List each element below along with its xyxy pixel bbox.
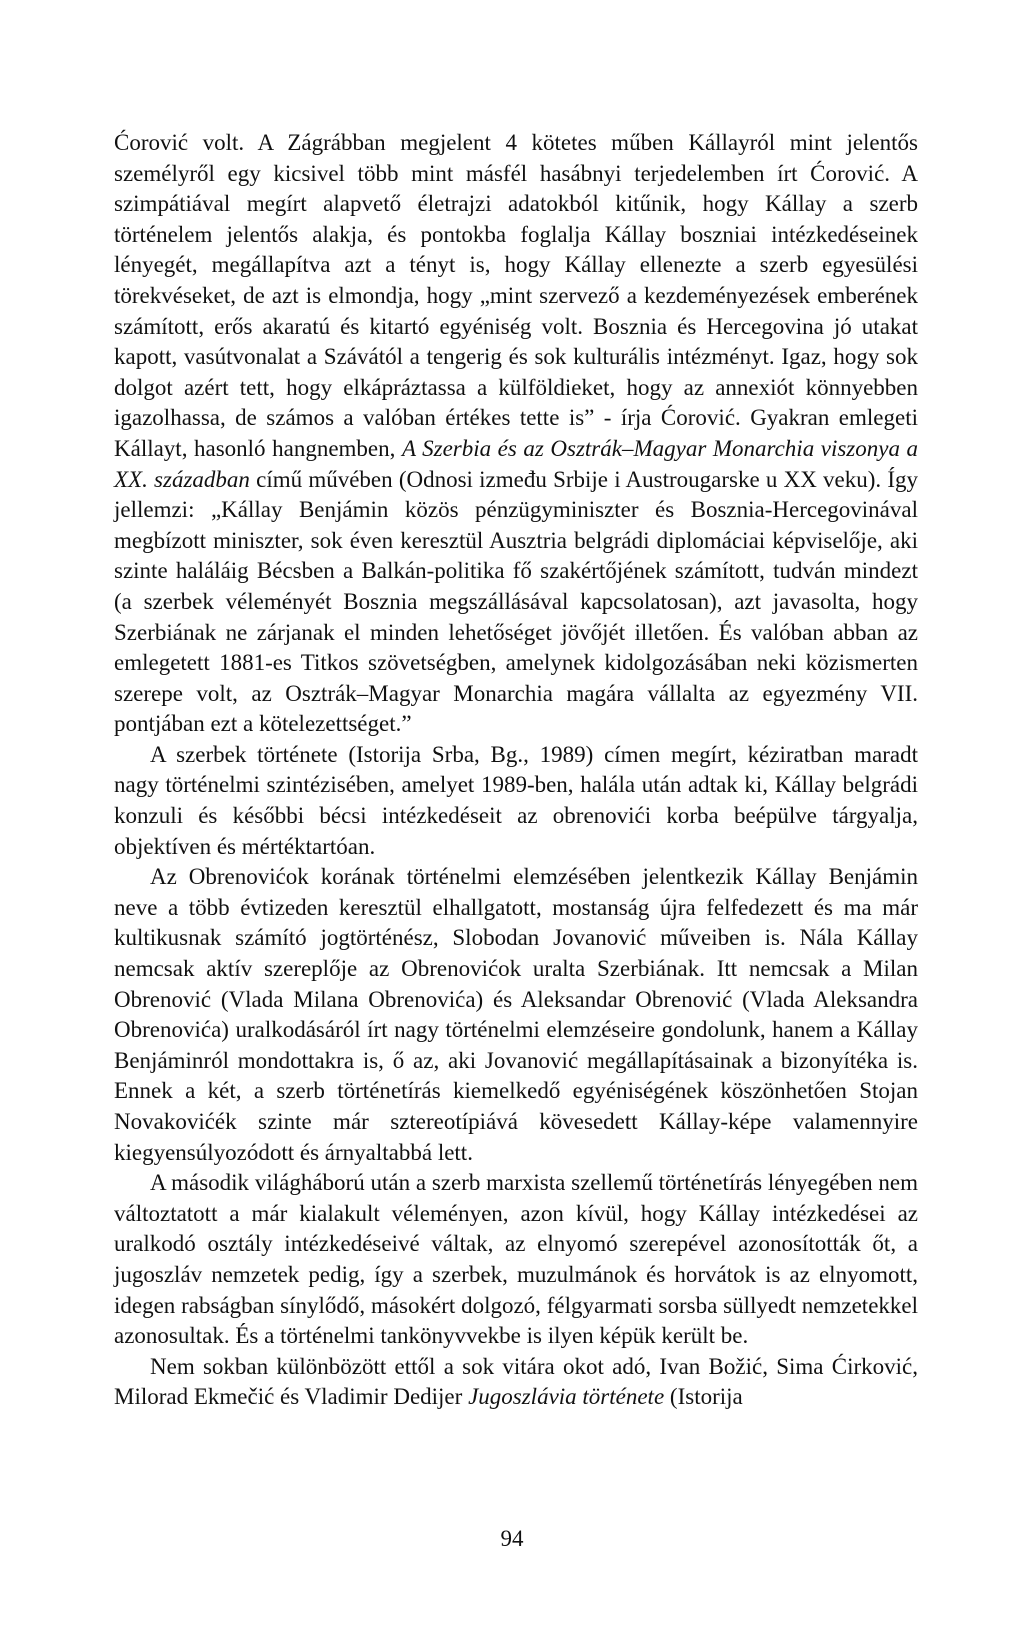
paragraph-3-text: Az Obrenovićok korának történelmi elemzésében jelentkezik Kállay Benjámin neve a több évtizeden keresztül elhallgatott, mostanság újra felfedezett és ma már kultikusnak számító jogtörténész, Slobodan Jovanović műveiben is. Nála Kállay nemcsak aktív szereplője az Obrenovićok uralta Szerbiának. Itt nemcsak a Milan Obrenović (Vlada Milana Obrenovića) és Aleksandar Obrenović (Vlada Aleksandra Obrenovića) uralkodásáról írt nagy történelmi elemzéseire gondolunk, hanem a Kállay Benjáminról mondottakra is, ő az, aki Jovanović megállapításainak a bizonyítéka is. Ennek a két, a szerb történetírás kiemelkedő egyéniségének köszönhetően Stojan Novakovićék szinte már sztereotípiává kövesedett Kállay-képe valamennyire kiegyensúlyozódott és árnyaltabbá lett.	[114, 864, 918, 1165]
paragraph-1-text-b: című művében (Odnosi između Srbije i Austrougarske u XX veku). Így jellemzi: „Kállay Benjámin közös pénzügyminiszter és Bosznia-Hercegovinával megbízott miniszter, sok éven keresztül Ausztria belgrádi diplomáciai képviselője, aki szinte haláláig Bécsben a Balkán-politika fő szakértőjének számított, tudván mindezt (a szerbek véleményét Bosznia megszállásával kapcsolatosan), azt javasolta, hogy Szerbiának ne zárjanak el minden lehetőséget jövőjét illetően. És valóban abban az emlegetett 1881-es Titkos szövetségben, amelynek kidolgozásában neki közismerten szerepe volt, az Osztrák–Magyar Monarchia magára vállalta az egyezmény VII. pontjában ezt a kötelezettséget.”	[114, 466, 919, 737]
paragraph-2-text: A szerbek története (Istorija Srba, Bg., 1989) címen megírt, kéziratban maradt nagy történelmi szintézisében, amelyet 1989-ben, halála után adtak ki, Kállay belgrádi konzuli és későbbi bécsi intézkedéseit az obrenovići korba beépülve tárgyalja, objektíven és mértéktartóan.	[114, 741, 918, 859]
paragraph-4-text: A második világháború után a szerb marxista szellemű történetírás lényegében nem változtatott a már kialakult véleményen, azon kívül, hogy Kállay intézkedései az uralkodó osztály intézkedéseivé váltak, az elnyomó szerepével azonosították őt, a jugoszláv nemzetek pedig, így a szerbek, muzulmánok és horvátok is az elnyomott, idegen rabságban sínylődő, másokért dolgozó, félgyarmati sorsba süllyedt nemzetekkel azonosultak. És a történelmi tankönyvvekbe is ilyen képük került be.	[114, 1170, 918, 1349]
paragraph-1-text-a: Ćorović volt. A Zágrábban megjelent 4 kötetes műben Kállayról mint jelentős személyről egy kicsivel több mint másfél hasábnyi terjedelemben írt Ćorović. A szimpátiával megírt alapvető életrajzi adatokból kitűnik, hogy Kállay a szerb történelem jelentős alakja, és pontokba foglalja Kállay boszniai intézkedéseinek lényegét, megállapítva azt a tényt is, hogy Kállay ellenezte a szerb egyesülési törekvéseket, de azt is elmondja, hogy „mint szervező a kezdeményezések emberének számított, erős akaratú és kitartó egyéniség volt. Bosznia és Hercegovina jó utakat kapott, vasútvonalat a Szávától a tengerig és sok kulturális intézményt. Igaz, hogy sok dolgot azért tett, hogy elkápráztassa a külföldieket, hogy az annexiót könnyebben igazolhassa, de számos a valóban értékes tette is” - írja Ćorović. Gyakran emlegeti Kállayt, hasonló hangnemben,	[114, 130, 918, 461]
paragraph-4	[114, 1168, 918, 1352]
paragraph-5-italic-title: Jugoszlávia története	[468, 1384, 665, 1410]
paragraph-3	[114, 862, 918, 1168]
paragraph-1-italic-title: A Szerbia és az Osztrák–Magyar Monarchia viszonya a XX. században	[114, 435, 919, 492]
paragraph-2	[114, 740, 918, 862]
page-number: 94	[500, 1526, 524, 1551]
body-text	[114, 128, 918, 1413]
paragraph-5-text-a: Nem sokban különbözött ettől a sok vitára okot adó, Ivan Božić, Sima Ćirković, Milorad Ekmečić és Vladimir Dedijer	[114, 1353, 918, 1410]
paragraph-5	[114, 1352, 918, 1413]
paragraph-5-text-b: (Istorija	[664, 1384, 743, 1410]
paragraph-1	[114, 128, 918, 740]
